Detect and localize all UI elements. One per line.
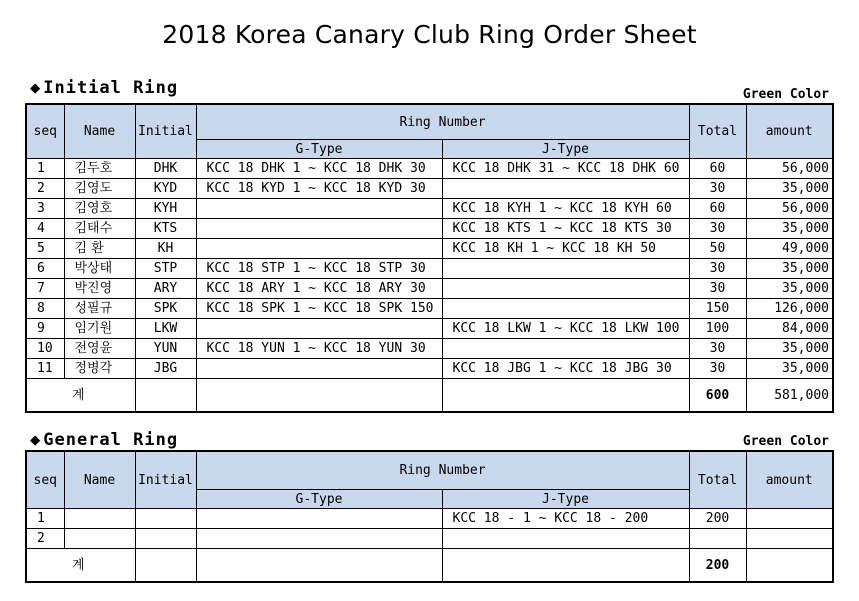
j-type-cell: KCC 18 KYH 1 ~ KCC 18 KYH 60 [442, 199, 689, 219]
j-type-blank [442, 549, 689, 583]
total-cell: 30 [689, 279, 746, 299]
initial-cell: ARY [135, 279, 196, 299]
table-row [26, 529, 833, 549]
total-cell: 50 [689, 239, 746, 259]
g-type-cell [196, 219, 442, 239]
name-cell: 정병각 [64, 359, 135, 379]
header-seq: seq [26, 104, 64, 159]
header-total: Total [689, 451, 746, 509]
initial-cell: JBG [135, 359, 196, 379]
j-type-cell: KCC 18 KTS 1 ~ KCC 18 KTS 30 [442, 219, 689, 239]
seq-cell: 3 [26, 199, 64, 219]
initial-cell: KYH [135, 199, 196, 219]
header-j-type: J-Type [442, 490, 689, 509]
name-cell: 박상태 [64, 259, 135, 279]
amount-cell: 35,000 [746, 219, 833, 239]
table-row [26, 509, 833, 529]
header-amount: amount [746, 451, 833, 509]
amount-cell: 126,000 [746, 299, 833, 319]
g-type-cell [196, 359, 442, 379]
seq-cell: 7 [26, 279, 64, 299]
seq-cell: 1 [26, 159, 64, 179]
seq-cell: 11 [26, 359, 64, 379]
g-type-cell [196, 199, 442, 219]
seq-cell: 9 [26, 319, 64, 339]
total-cell: 60 [689, 159, 746, 179]
initial-cell [135, 529, 196, 549]
name-cell: 전영윤 [64, 339, 135, 359]
g-type-cell: KCC 18 STP 1 ~ KCC 18 STP 30 [196, 259, 442, 279]
header-amount: amount [746, 104, 833, 159]
diamond-bullet-icon: ◆ [30, 78, 42, 98]
total-cell: 30 [689, 259, 746, 279]
seq-cell: 8 [26, 299, 64, 319]
j-type-blank [442, 379, 689, 413]
initial-cell: SPK [135, 299, 196, 319]
initial-ring-title: Initial Ring [43, 78, 179, 98]
initial-cell: YUN [135, 339, 196, 359]
table-row [26, 339, 833, 359]
total-cell: 30 [689, 359, 746, 379]
name-cell: 김영도 [64, 179, 135, 199]
j-type-cell: KCC 18 JBG 1 ~ KCC 18 JBG 30 [442, 359, 689, 379]
table-row [26, 279, 833, 299]
header-ring-number: Ring Number [196, 104, 689, 140]
header-name: Name [64, 451, 135, 509]
table-row [26, 219, 833, 239]
general-green-color-label: Green Color [742, 434, 829, 449]
j-type-cell: KCC 18 LKW 1 ~ KCC 18 LKW 100 [442, 319, 689, 339]
header-g-type: G-Type [196, 490, 442, 509]
amount-cell: 84,000 [746, 319, 833, 339]
seq-cell: 2 [26, 179, 64, 199]
name-cell: 임기원 [64, 319, 135, 339]
amount-cell: 35,000 [746, 339, 833, 359]
general-ring-title: General Ring [43, 430, 179, 450]
j-type-cell: KCC 18 DHK 31 ~ KCC 18 DHK 60 [442, 159, 689, 179]
total-cell: 100 [689, 319, 746, 339]
amount-cell: 35,000 [746, 279, 833, 299]
total-row [26, 549, 833, 583]
general-ring-table [25, 450, 834, 583]
amount-cell: 35,000 [746, 259, 833, 279]
amount-cell: 49,000 [746, 239, 833, 259]
total-cell: 60 [689, 199, 746, 219]
sheet-title: 2018 Korea Canary Club Ring Order Sheet [162, 20, 697, 49]
total-cell: 150 [689, 299, 746, 319]
total-cell: 30 [689, 219, 746, 239]
amount-cell: 35,000 [746, 359, 833, 379]
general-ring-heading [30, 430, 178, 450]
total-cell: 200 [689, 509, 746, 529]
name-cell [64, 509, 135, 529]
amount-cell: 56,000 [746, 199, 833, 219]
name-cell: 성필규 [64, 299, 135, 319]
header-j-type: J-Type [442, 140, 689, 159]
initial-cell: KH [135, 239, 196, 259]
g-type-cell: KCC 18 SPK 1 ~ KCC 18 SPK 150 [196, 299, 442, 319]
seq-cell: 4 [26, 219, 64, 239]
seq-cell: 5 [26, 239, 64, 259]
initial-ring-table [25, 103, 834, 413]
j-type-cell [442, 529, 689, 549]
total-row [26, 379, 833, 413]
initial-cell: STP [135, 259, 196, 279]
j-type-cell [442, 279, 689, 299]
grand-total: 200 [689, 549, 746, 583]
name-cell: 김 환 [64, 239, 135, 259]
seq-cell: 6 [26, 259, 64, 279]
table-row [26, 159, 833, 179]
amount-cell [746, 509, 833, 529]
grand-total: 600 [689, 379, 746, 413]
amount-cell: 35,000 [746, 179, 833, 199]
seq-cell: 1 [26, 509, 64, 529]
initial-ring-heading [30, 78, 178, 98]
g-type-cell: KCC 18 YUN 1 ~ KCC 18 YUN 30 [196, 339, 442, 359]
header-initial: Initial [135, 104, 196, 159]
initial-blank [135, 379, 196, 413]
g-type-cell [196, 509, 442, 529]
g-type-cell [196, 319, 442, 339]
g-type-cell [196, 239, 442, 259]
initial-cell: LKW [135, 319, 196, 339]
g-type-cell: KCC 18 DHK 1 ~ KCC 18 DHK 30 [196, 159, 442, 179]
header-initial: Initial [135, 451, 196, 509]
header-seq: seq [26, 451, 64, 509]
g-type-cell: KCC 18 ARY 1 ~ KCC 18 ARY 30 [196, 279, 442, 299]
grand-amount: 581,000 [746, 379, 833, 413]
table-row [26, 179, 833, 199]
j-type-cell [442, 179, 689, 199]
diamond-bullet-icon: ◆ [30, 430, 42, 450]
j-type-cell [442, 259, 689, 279]
j-type-cell: KCC 18 KH 1 ~ KCC 18 KH 50 [442, 239, 689, 259]
table-row [26, 319, 833, 339]
header-total: Total [689, 104, 746, 159]
table-row [26, 239, 833, 259]
initial-green-color-label: Green Color [742, 87, 829, 102]
header-ring-number: Ring Number [196, 451, 689, 490]
j-type-cell [442, 299, 689, 319]
total-label: 계 [26, 549, 135, 583]
table-row [26, 259, 833, 279]
g-type-blank [196, 379, 442, 413]
j-type-cell [442, 339, 689, 359]
total-cell [689, 529, 746, 549]
header-name: Name [64, 104, 135, 159]
name-cell [64, 529, 135, 549]
seq-cell: 10 [26, 339, 64, 359]
total-cell: 30 [689, 179, 746, 199]
name-cell: 박진영 [64, 279, 135, 299]
name-cell: 김태수 [64, 219, 135, 239]
table-row [26, 199, 833, 219]
table-row [26, 359, 833, 379]
j-type-cell: KCC 18 - 1 ~ KCC 18 - 200 [442, 509, 689, 529]
initial-cell: KYD [135, 179, 196, 199]
initial-cell: KTS [135, 219, 196, 239]
grand-amount [746, 549, 833, 583]
seq-cell: 2 [26, 529, 64, 549]
name-cell: 김두호 [64, 159, 135, 179]
initial-cell: DHK [135, 159, 196, 179]
amount-cell: 56,000 [746, 159, 833, 179]
name-cell: 김영호 [64, 199, 135, 219]
initial-cell [135, 509, 196, 529]
header-g-type: G-Type [196, 140, 442, 159]
g-type-cell [196, 529, 442, 549]
table-row [26, 299, 833, 319]
total-label: 계 [26, 379, 135, 413]
total-cell: 30 [689, 339, 746, 359]
amount-cell [746, 529, 833, 549]
g-type-cell: KCC 18 KYD 1 ~ KCC 18 KYD 30 [196, 179, 442, 199]
g-type-blank [196, 549, 442, 583]
initial-blank [135, 549, 196, 583]
